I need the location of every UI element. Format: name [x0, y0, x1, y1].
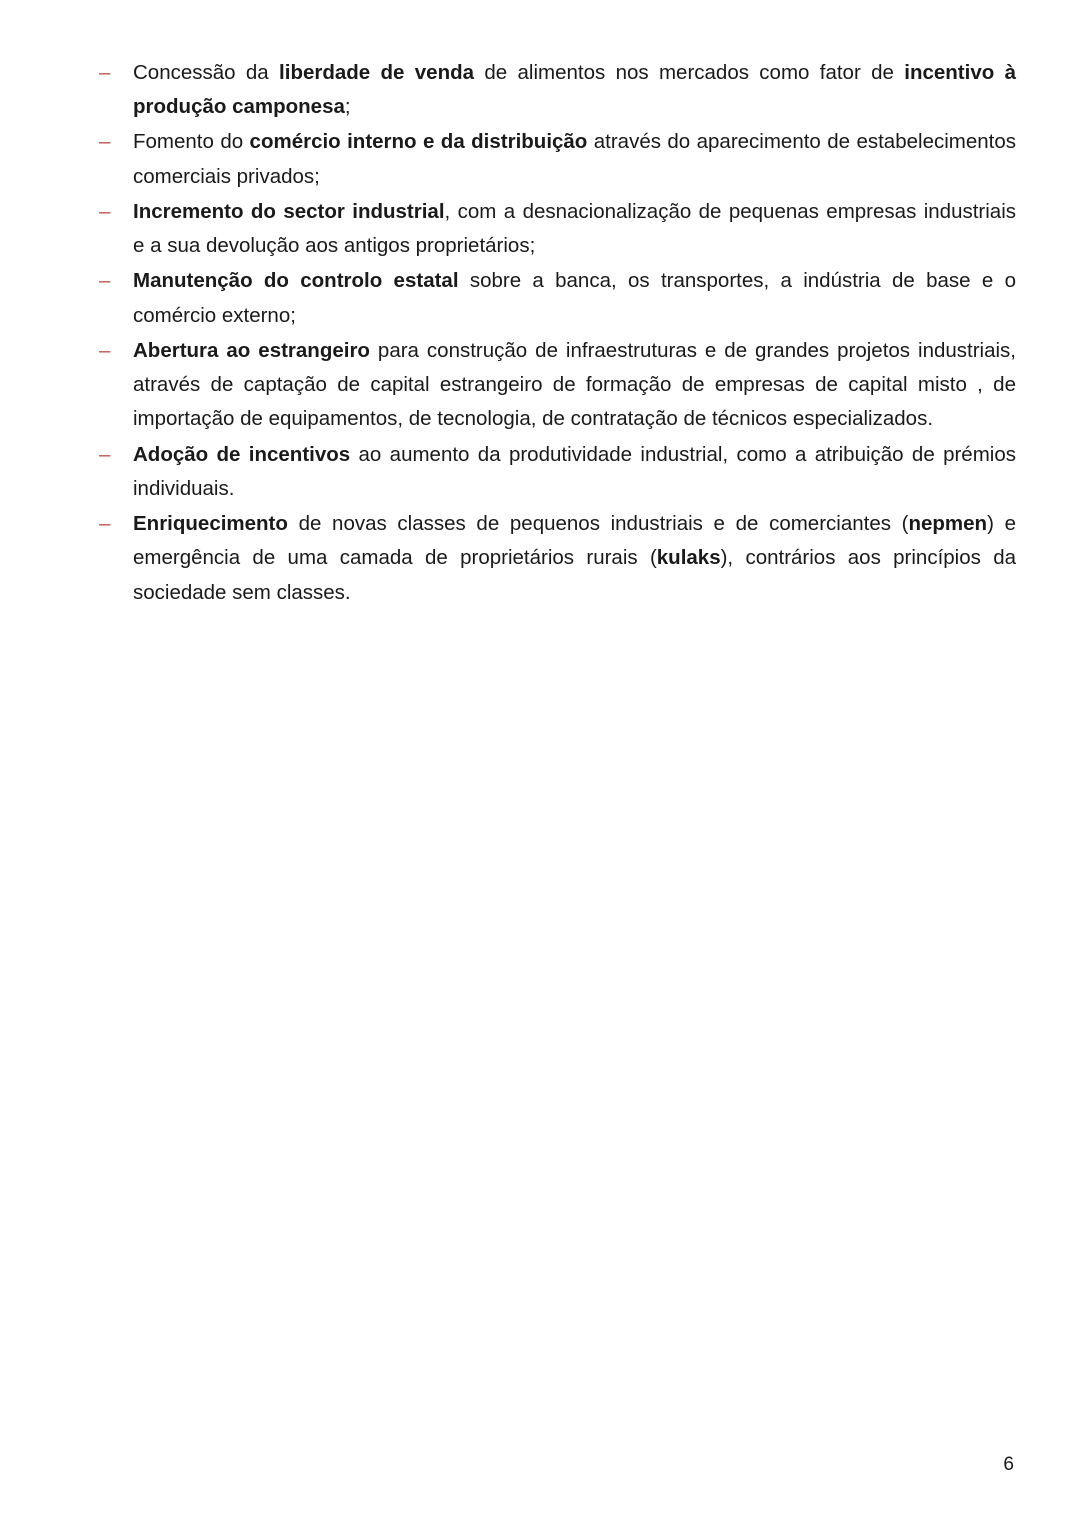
list-item: [96, 125, 1016, 193]
list-item-text: Abertura ao estrangeiro para construção de infraestruturas e de grandes projetos industriais, através de captação de capital estrangeiro de formação de empresas de capital misto , de importação de equipamentos, de tecnologia, de contratação de técnicos especializados.: [133, 338, 1016, 431]
list-item: [96, 334, 1016, 437]
page-number: 6: [1003, 1454, 1014, 1475]
list-item-text: Fomento do comércio interno e da distribuição através do aparecimento de estabelecimentos comerciais privados;: [133, 130, 1016, 188]
bullet-dash-icon: –: [99, 512, 111, 536]
bullet-dash-icon: –: [99, 442, 111, 466]
bullet-dash-icon: –: [99, 61, 111, 84]
list-item-text: Incremento do sector industrial, com a desnacionalização de pequenas empresas industriais e a sua devolução aos antigos proprietários;: [133, 199, 1017, 258]
list-item-text: Concessão da liberdade de venda de alimentos nos mercados como fator de incentivo à produção camponesa;: [133, 61, 1016, 119]
bullet-dash-icon: –: [99, 130, 111, 154]
list-item: [96, 56, 1016, 124]
bullet-dash-icon: –: [99, 199, 111, 223]
bullet-dash-icon: –: [99, 269, 111, 293]
list-item-text: Enriquecimento de novas classes de pequenos industriais e de comerciantes (nepmen) e emergência de uma camada de proprietários rurais (kulaks), contrários aos princípios da sociedade sem classes.: [133, 512, 1016, 604]
measures-list: [96, 56, 1016, 610]
bullet-dash-icon: –: [99, 338, 111, 362]
page-content: [96, 56, 1016, 611]
list-item-text: Adoção de incentivos ao aumento da produtividade industrial, como a atribuição de prémios individuais.: [133, 442, 1016, 500]
list-item-text: Manutenção do controlo estatal sobre a banca, os transportes, a indústria de base e o comércio externo;: [133, 269, 1016, 327]
list-item: [96, 264, 1016, 332]
list-item: [96, 507, 1016, 610]
list-item: [96, 438, 1016, 506]
list-item: [96, 195, 1016, 263]
